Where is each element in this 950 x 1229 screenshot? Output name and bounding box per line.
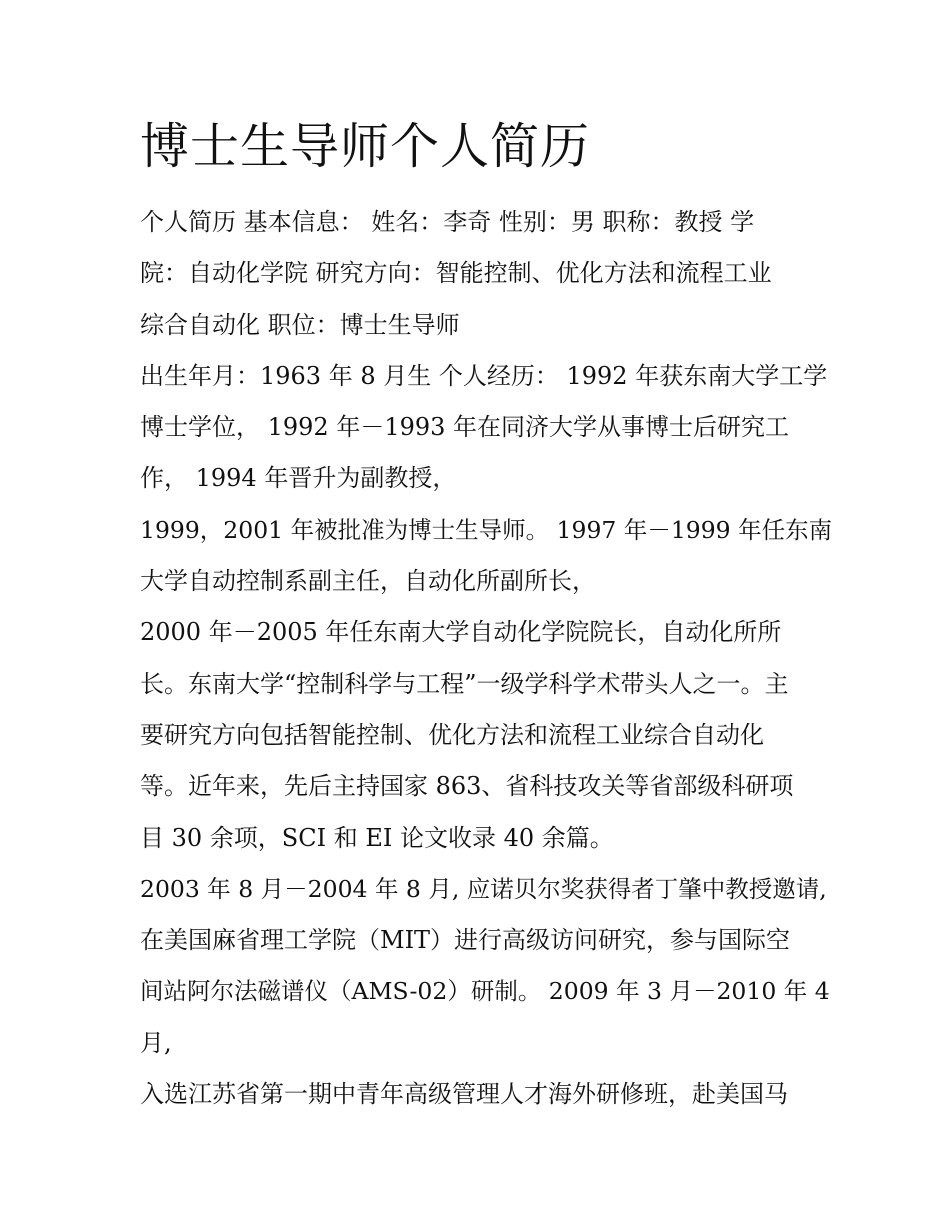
text-line: 作， 1994 年晋升为副教授， (140, 464, 457, 493)
text-line: 月, (140, 1028, 172, 1057)
text-line: 目 30 余项，SCI 和 EI 论文收录 40 余篇。 (140, 823, 614, 852)
text-line: 大学自动控制系副主任，自动化所副所长， (140, 567, 596, 596)
resume-body (140, 197, 840, 1120)
text-line: 个人简历 基本信息： 姓名：李奇 性别：男 职称：教授 学 (140, 208, 755, 236)
text-line: 在美国麻省理工学院（MIT）进行高级访问研究，参与国际空 (140, 926, 791, 955)
text-line: 入选江苏省第一期中青年高级管理人才海外研修班，赴美国马 (140, 1080, 788, 1109)
text-line: 2003 年 8 月－2004 年 8 月, 应诺贝尔奖获得者丁肇中教授邀请, (140, 874, 827, 903)
text-line: 要研究方向包括智能控制、优化方法和流程工业综合自动化 (140, 720, 764, 749)
text-line: 2000 年－2005 年任东南大学自动化学院院长，自动化所所 (140, 618, 782, 647)
text-line: 综合自动化 职位：博士生导师 (140, 310, 460, 339)
text-line: 等。近年来，先后主持国家 863、省科技攻关等省部级科研项 (140, 772, 794, 801)
text-line: 博士学位， 1992 年－1993 年在同济大学从事博士后研究工 (140, 413, 790, 442)
text-line: 出生年月：1963 年 8 月生 个人经历： 1992 年获东南大学工学 (140, 361, 828, 390)
document-title: 博士生导师个人简历 (140, 118, 591, 175)
text-line: 院：自动化学院 研究方向：智能控制、优化方法和流程工业 (140, 259, 772, 288)
text-line: 长。东南大学“控制科学与工程”一级学科学术带头人之一。主 (140, 669, 789, 698)
text-line: 1999，2001 年被批准为博士生导师。 1997 年－1999 年任东南 (140, 515, 833, 544)
text-line: 间站阿尔法磁谱仪（AMS-02）研制。 2009 年 3 月－2010 年 4 (140, 977, 830, 1006)
